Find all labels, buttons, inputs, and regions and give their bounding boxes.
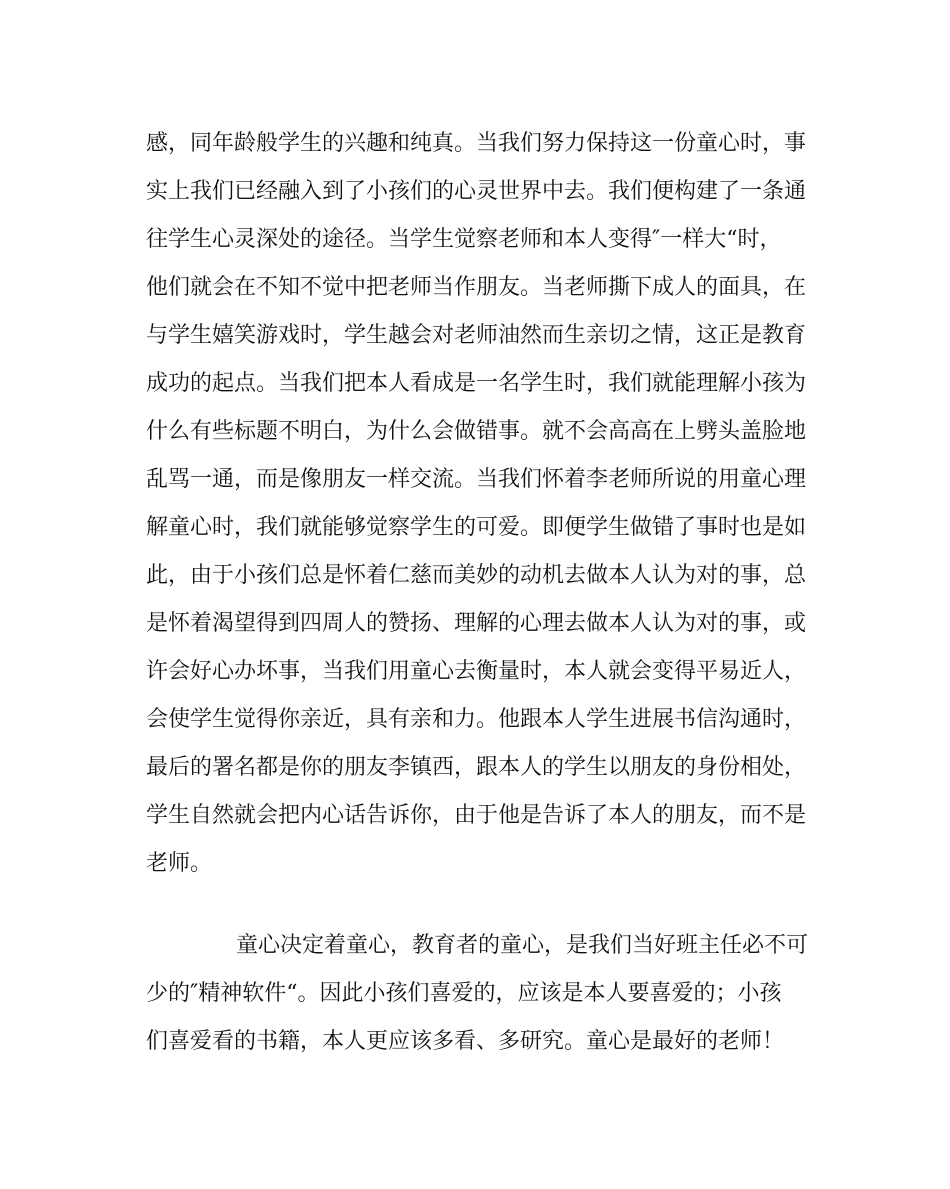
text-line: 会使学生觉得你亲近，具有亲和力。他跟本人学生进展书信沟通时，	[146, 707, 807, 732]
text-line: 是怀着渴望得到四周人的赞扬、理解的心理去做本人认为对的事，或	[146, 611, 807, 636]
text-line: 乱骂一通，而是像朋友一样交流。当我们怀着李老师所说的用童心理	[146, 467, 807, 492]
paragraph-2	[146, 922, 816, 1066]
paragraph-1	[146, 120, 816, 888]
text-line: 少的″精神软件“。因此小孩们喜爱的，应该是本人要喜爱的；小孩	[146, 981, 782, 1006]
text-line: 感，同年龄般学生的兴趣和纯真。当我们努力保持这一份童心时，事	[146, 131, 807, 156]
text-line: 成功的起点。当我们把本人看成是一名学生时，我们就能理解小孩为	[146, 371, 807, 396]
text-line: 老师。	[146, 851, 213, 876]
text-line: 往学生心灵深处的途径。当学生觉察老师和本人变得″一样大“时，	[146, 227, 782, 252]
text-line: 学生自然就会把内心话告诉你，由于他是告诉了本人的朋友，而不是	[146, 803, 807, 828]
text-line: 解童心时，我们就能够觉察学生的可爱。即便学生做错了事时也是如	[146, 515, 807, 540]
text-line: 童心决定着童心，教育者的童心，是我们当好班主任必不可	[236, 933, 809, 958]
text-line: 许会好心办坏事，当我们用童心去衡量时，本人就会变得平易近人，	[146, 659, 807, 684]
text-line: 们喜爱看的书籍，本人更应该多看、多研究。童心是最好的老师！	[146, 1029, 785, 1054]
text-line: 什么有些标题不明白，为什么会做错事。就不会高高在上劈头盖脸地	[146, 419, 807, 444]
text-line: 此，由于小孩们总是怀着仁慈而美妙的动机去做本人认为对的事，总	[146, 563, 807, 588]
text-line: 与学生嬉笑游戏时，学生越会对老师油然而生亲切之情，这正是教育	[146, 323, 807, 348]
text-line: 他们就会在不知不觉中把老师当作朋友。当老师撕下成人的面具，在	[146, 275, 807, 300]
text-line: 最后的署名都是你的朋友李镇西，跟本人的学生以朋友的身份相处，	[146, 755, 807, 780]
text-line: 实上我们已经融入到了小孩们的心灵世界中去。我们便构建了一条通	[146, 179, 807, 204]
